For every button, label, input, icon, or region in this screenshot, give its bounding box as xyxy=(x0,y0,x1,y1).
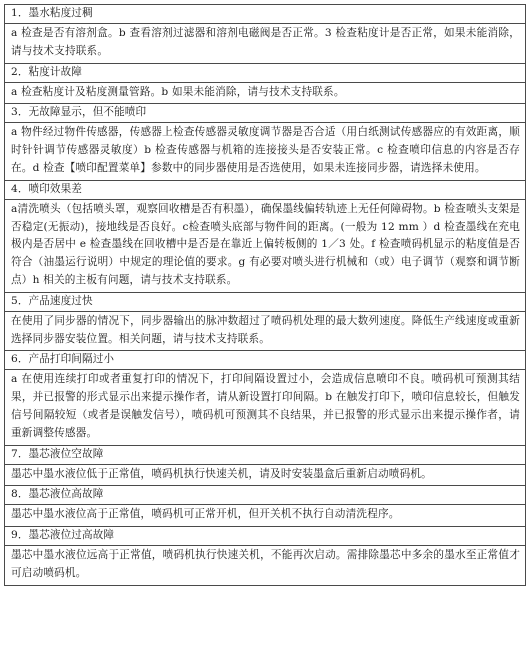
fault-title xyxy=(5,292,526,311)
fault-description-text: a 在使用连续打印或者重复打印的情况下，打印间隔设置过小，会造成信息喷印不良。喷码机可预测其结果，并已报警的形式显示出来提示操作者，请从新设置打印间隔。b 在触发打印下，喷印信息较长，但触发信号间隔较短（或者是误触发信号），喷码机可预测其不良结果，并已报警的形式显示出来提示操作者，请重新调整传感器。 xyxy=(11,373,520,439)
fault-title xyxy=(5,104,526,123)
fault-header-row xyxy=(5,527,526,546)
fault-description xyxy=(5,123,526,180)
fault-description-text: a 物件经过物件传感器，传感器上检查传感器灵敏度调节器是否合适（用白纸测试传感器应的有效距离，顺时针针调节传感器灵敏度）b 检查传感器与机箱的连接接头是否安装正常。c 检查喷印信息的内容是否存在。d 检查【喷印配置菜单】参数中的同步器使用是否选使用，如果未连接同步器，请选择未使用。 xyxy=(11,126,520,174)
fault-description xyxy=(5,546,526,586)
fault-description-text: 在使用了同步器的情况下，同步器输出的脉冲数超过了喷码机处理的最大数列速度。降低生产线速度或重新选择同步器安装位置。相关问题，请与技术支持联系。 xyxy=(11,314,520,345)
fault-header-row xyxy=(5,351,526,370)
fault-header-row xyxy=(5,180,526,199)
fault-description xyxy=(5,311,526,351)
fault-description xyxy=(5,82,526,104)
fault-description-text: a 检查是否有溶剂盒。b 查看溶剂过滤器和溶剂电磁阀是否正常。3 检查粘度计是否正常，如果未能消除，请与技术支持联系。 xyxy=(11,27,520,57)
fault-body-row xyxy=(5,464,526,486)
fault-body-row xyxy=(5,370,526,445)
fault-header-row xyxy=(5,104,526,123)
fault-description-text: 墨芯中墨水液位低于正常值，喷码机执行快速关机，请及时安装墨盒后重新启动喷码机。 xyxy=(11,467,432,480)
fault-title-text: 6．产品打印间隔过小 xyxy=(11,353,115,366)
fault-header-row xyxy=(5,445,526,464)
fault-title-text: 4．喷印效果差 xyxy=(11,182,83,195)
fault-title xyxy=(5,486,526,505)
fault-description-text: 墨芯中墨水液位高于正常值，喷码机可正常开机，但开关机不执行自动清洗程序。 xyxy=(11,508,400,521)
fault-description xyxy=(5,505,526,527)
fault-body-row xyxy=(5,123,526,180)
fault-body-row xyxy=(5,82,526,104)
fault-description xyxy=(5,464,526,486)
fault-header-row xyxy=(5,5,526,24)
fault-title-text: 9．墨芯液位过高故障 xyxy=(11,529,115,542)
fault-header-row xyxy=(5,292,526,311)
fault-body-row xyxy=(5,546,526,586)
fault-body-row xyxy=(5,199,526,292)
fault-title xyxy=(5,63,526,82)
fault-description-text: a 检查粘度计及粘度测量管路。b 如果未能消除，请与技术支持联系。 xyxy=(11,85,345,98)
fault-title xyxy=(5,5,526,24)
fault-title xyxy=(5,351,526,370)
fault-title-text: 5．产品速度过快 xyxy=(11,294,93,307)
fault-body-row xyxy=(5,24,526,64)
fault-description xyxy=(5,24,526,64)
fault-description xyxy=(5,199,526,292)
fault-table xyxy=(4,4,526,586)
fault-body-row xyxy=(5,505,526,527)
fault-description-text: 墨芯中墨水液位远高于正常值，喷码机执行快速关机，不能再次启动。需排除墨芯中多余的墨水至正常值才可启动喷码机。 xyxy=(11,549,520,579)
fault-title-text: 1．墨水粘度过稠 xyxy=(11,7,93,19)
fault-title-text: 3．无故障显示，但不能喷印 xyxy=(11,106,147,119)
fault-title-text: 7．墨芯液位空故障 xyxy=(11,447,104,460)
fault-description xyxy=(5,370,526,445)
fault-title xyxy=(5,180,526,199)
fault-title-text: 2．粘度计故障 xyxy=(11,65,83,78)
fault-description-text: a清洗喷头（包括喷头罩，观察回收槽是否有积墨），确保墨线偏转轨迹上无任何障碍物。b 检查喷头支架是否稳定(无振动)，接地线是否良好。c检查喷头底部与物件间的距离。(一般为 12 mm ）d 检查墨线在充电极内是否居中 e 检查墨线在回收槽中是否是在靠近上偏转板侧的 1／3 处。f 检查喷码机显示的粘度值是否符合（油墨运行说明）中规定的理论值的要求。g 有必要对喷头进行机械和（或）电子调节（观察和调节断点）h 相关的主板有问题，请与技术支持联系。 xyxy=(11,202,520,286)
fault-body-row xyxy=(5,311,526,351)
fault-header-row xyxy=(5,63,526,82)
fault-header-row xyxy=(5,486,526,505)
fault-title xyxy=(5,527,526,546)
fault-title xyxy=(5,445,526,464)
fault-title-text: 8．墨芯液位高故障 xyxy=(11,488,104,501)
